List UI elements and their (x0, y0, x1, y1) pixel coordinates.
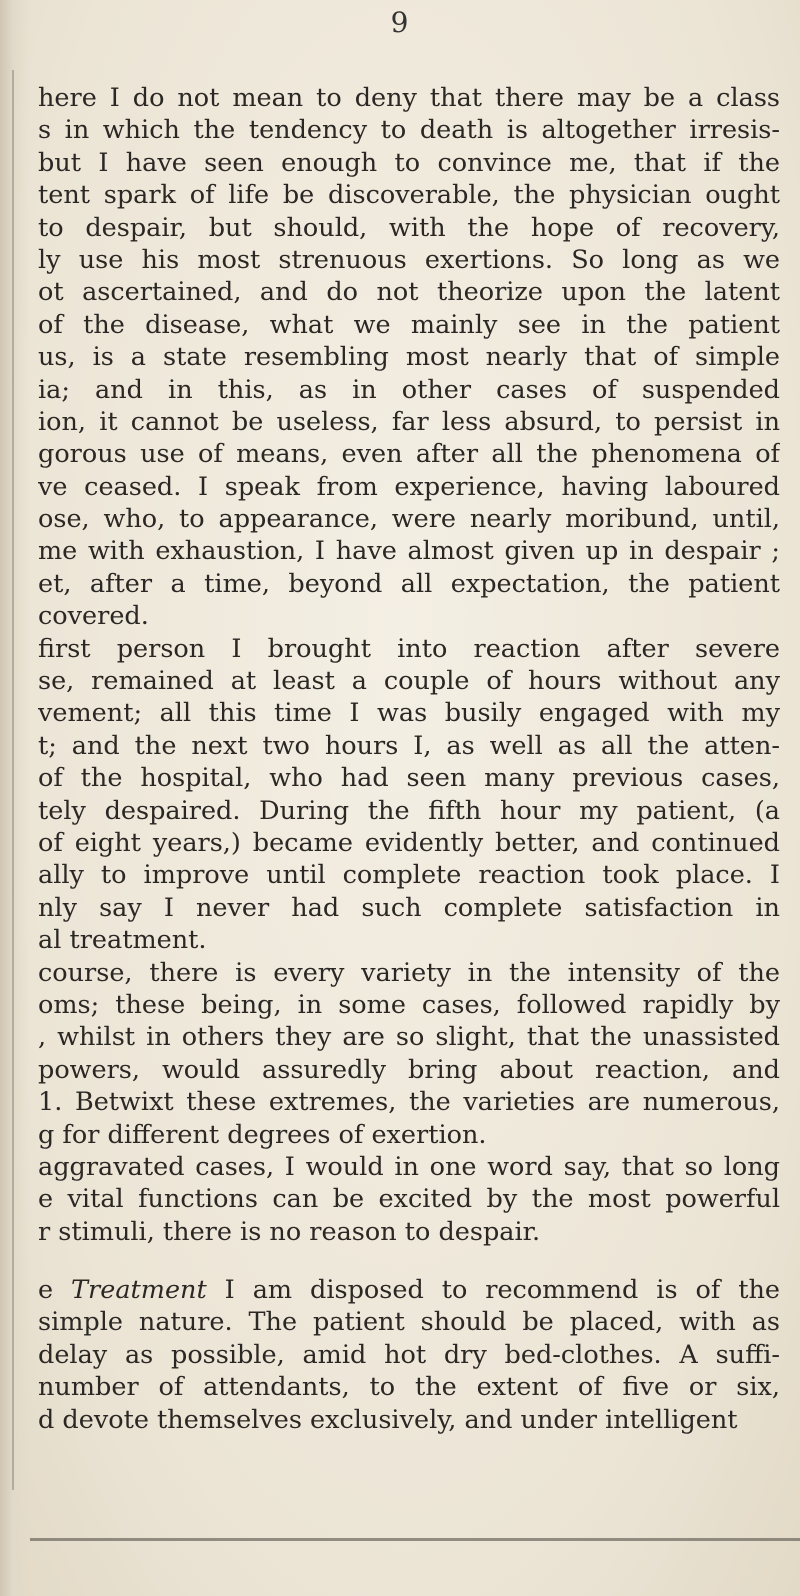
paragraph (38, 1274, 780, 1436)
text-line: ia; and in this, as in other cases of suspended (38, 374, 780, 405)
text-line: vement; all this time I was busily engaged with my (38, 698, 780, 729)
binding-edge (12, 70, 14, 1490)
italic-term: Treatment (71, 1275, 207, 1306)
text-line: d devote themselves exclusively, and under intelligent (38, 1404, 738, 1435)
text-line: here I do not mean to deny that there may be a class (38, 83, 780, 113)
text-line: simple nature. The patient should be placed, with as (38, 1307, 780, 1338)
text-line: r stimuli, there is no reason to despair. (38, 1216, 541, 1247)
text-line: oms; these being, in some cases, followed rapidly by (38, 989, 780, 1020)
text-line: me with exhaustion, I have almost given up in despair ; (38, 536, 780, 567)
text-line: ot ascertained, and do not theorize upon the latent (38, 277, 780, 308)
text-line: powers, would assuredly bring about reaction, and (38, 1054, 780, 1085)
text-line: delay as possible, amid hot dry bed-clothes. A suffi- (38, 1339, 780, 1370)
text-line: but I have seen enough to convince me, that if the (38, 147, 780, 178)
text-line: gorous use of means, even after all the phenomena of (38, 439, 780, 470)
text-line: t; and the next two hours I, as well as all the atten- (38, 730, 780, 761)
text-line: ally to improve until complete reaction took place. I (38, 860, 780, 891)
text-line: tent spark of life be discoverable, the physician ought (38, 180, 780, 211)
text-line: 1. Betwixt these extremes, the varieties are numerous, (38, 1087, 780, 1118)
text-line: covered. (38, 601, 149, 632)
text-line: e vital functions can be excited by the most powerful (38, 1184, 780, 1215)
text-line: ve ceased. I speak from experience, having laboured (38, 471, 780, 502)
paragraph (38, 1151, 780, 1248)
text-line: ly use his most strenuous exertions. So long as we (38, 244, 780, 275)
text-line: s in which the tendency to death is altogether irresis- (38, 115, 780, 146)
paragraph (38, 957, 780, 1151)
paragraph (38, 82, 780, 633)
text-line: us, is a state resembling most nearly that of simple (38, 342, 780, 373)
body-text (38, 82, 780, 1436)
text-line: nly say I never had such complete satisfaction in (38, 892, 780, 923)
text-line: of eight years,) became evidently better, and continued (38, 827, 780, 858)
text-line: course, there is every variety in the intensity of the (38, 957, 780, 988)
text-line: ion, it cannot be useless, far less absurd, to persist in (38, 406, 780, 437)
text-line: se, remained at least a couple of hours without any (38, 666, 780, 697)
text-line: first person I brought into reaction after severe (38, 633, 780, 664)
text-line: tely despaired. During the fifth hour my patient, (a (38, 795, 780, 826)
text-line: et, after a time, beyond all expectation, the patient (38, 568, 780, 599)
paragraph-gap (38, 1248, 780, 1274)
page-number: 9 (390, 6, 410, 39)
text-line: of the hospital, who had seen many previous cases, (38, 763, 780, 794)
text-line: e Treatment I am disposed to recommend is of the (38, 1275, 780, 1306)
text-line: number of attendants, to the extent of five or six, (38, 1372, 780, 1403)
text-line: ose, who, to appearance, were nearly moribund, until, (38, 504, 780, 535)
text-line: al treatment. (38, 925, 207, 956)
text-line: of the disease, what we mainly see in the patient (38, 309, 780, 340)
page-bottom-edge (30, 1538, 800, 1541)
page-binding-shadow (0, 0, 30, 1596)
text-line: aggravated cases, I would in one word say, that so long (38, 1151, 780, 1182)
text-line: g for different degrees of exertion. (38, 1119, 487, 1150)
text-line: to despair, but should, with the hope of recovery, (38, 212, 780, 243)
text-line: , whilst in others they are so slight, that the unassisted (38, 1022, 780, 1053)
paragraph (38, 633, 780, 957)
